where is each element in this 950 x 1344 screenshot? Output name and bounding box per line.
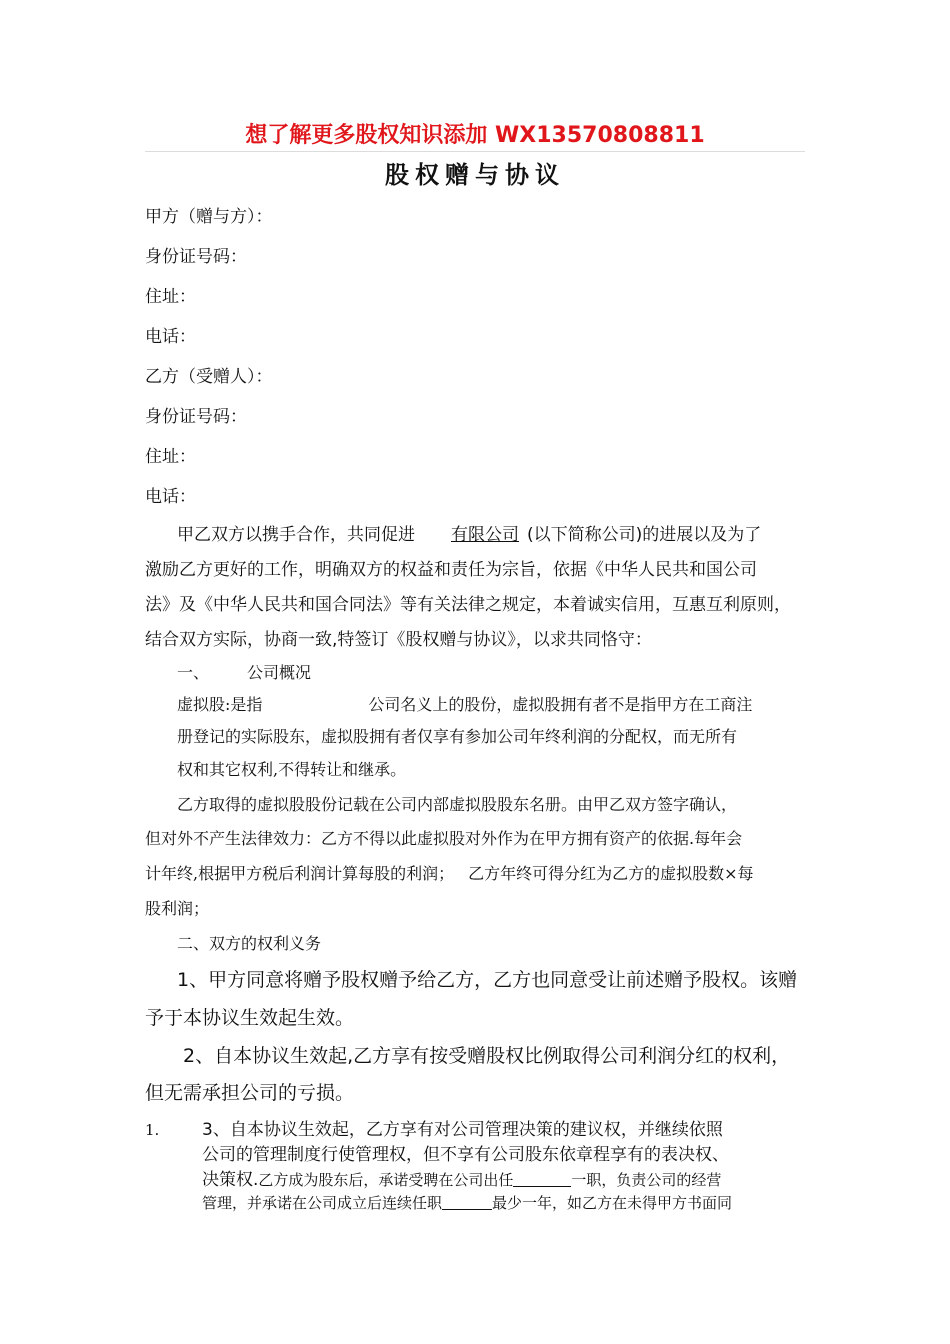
preamble-line-2: 激励乙方更好的工作，明确双方的权益和责任为宗旨，依据《中华人民共和国公司 [145, 560, 757, 580]
party-b-address-field: 住址： [145, 447, 196, 467]
header-divider [145, 151, 805, 152]
section-2-item-3-line-3: 决策权.乙方成为股东后，承诺受聘在公司出任 一职，负责公司的经营 [202, 1170, 722, 1190]
section-1-para-2-line-1: 乙方取得的虚拟股股份记载在公司内部虚拟股股东名册。由甲乙双方签字确认， [177, 795, 738, 814]
preamble-line-1 [177, 520, 761, 545]
preamble-line-3: 法》及《中华人民共和国合同法》等有关法律之规定，本着诚实信用，互惠互利原则， [145, 595, 791, 615]
section-1-heading: 一、 公司概况 [177, 663, 312, 682]
section-2-heading: 二、双方的权利义务 [177, 934, 322, 953]
section-2-item-1-line-2: 予于本协议生效起生效。 [145, 1007, 355, 1029]
company-name-blank: 有限公司 [451, 525, 519, 545]
party-b-phone-field: 电话： [145, 487, 196, 507]
party-a-field: 甲方（赠与方）： [145, 207, 273, 227]
party-b-id-field: 身份证号码： [145, 407, 247, 427]
section-2-item-3-line-4: 管理，并承诺在公司成立后连续任职 最少一年，如乙方在未得甲方书面同 [202, 1194, 733, 1212]
promo-banner: 想了解更多股权知识添加 WX13570808811 [245, 123, 705, 148]
preamble-line-4: 结合双方实际，协商一致,特签订《股权赠与协议》，以求共同恪守： [145, 630, 652, 650]
section-1-para-2-line-3: 计年终,根据甲方税后利润计算每股的利润； 乙方年终可得分红为乙方的虚拟股数×每 [145, 864, 754, 883]
section-1-para-1-line-3: 权和其它权利,不得转让和继承。 [177, 760, 407, 779]
section-2-item-2-line-2: 但无需承担公司的亏损。 [145, 1082, 355, 1104]
list-marker: 1. [145, 1121, 160, 1139]
position-blank [513, 1172, 571, 1187]
preamble-text: (以下简称公司)的进展以及为了 [527, 525, 762, 545]
tenure-blank [442, 1195, 492, 1210]
party-b-field: 乙方（受赠人）： [145, 367, 273, 387]
section-1-para-1-line-2: 册登记的实际股东，虚拟股拥有者仅享有参加公司年终利润的分配权，而无所有 [177, 727, 738, 746]
party-a-address-field: 住址： [145, 287, 196, 307]
section-2-item-3-line-1: 3、自本协议生效起，乙方享有对公司管理决策的建议权，并继续依照 [202, 1120, 723, 1140]
section-1-para-1-line-1: 虚拟股:是指 公司名义上的股份，虚拟股拥有者不是指甲方在工商注 [177, 695, 753, 714]
section-2-item-3-line-2: 公司的管理制度行使管理权，但不享有公司股东依章程享有的表决权、 [202, 1145, 729, 1165]
party-a-id-field: 身份证号码： [145, 247, 247, 267]
section-2-item-2-line-1: 2、自本协议生效起,乙方享有按受赠股权比例取得公司利润分红的权利， [183, 1045, 791, 1067]
preamble-text: 甲乙双方以携手合作，共同促进 [177, 525, 415, 545]
party-a-phone-field: 电话： [145, 327, 196, 347]
section-1-para-2-line-2: 但对外不产生法律效力：乙方不得以此虚拟股对外作为在甲方拥有资产的依据.每年会 [145, 829, 743, 848]
section-2-item-1-line-1: 1、甲方同意将赠予股权赠予给乙方，乙方也同意受让前述赠予股权。该赠 [177, 969, 798, 991]
document-title: 股权赠与协议 [385, 161, 565, 189]
section-1-para-2-line-4: 股利润； [145, 899, 210, 918]
